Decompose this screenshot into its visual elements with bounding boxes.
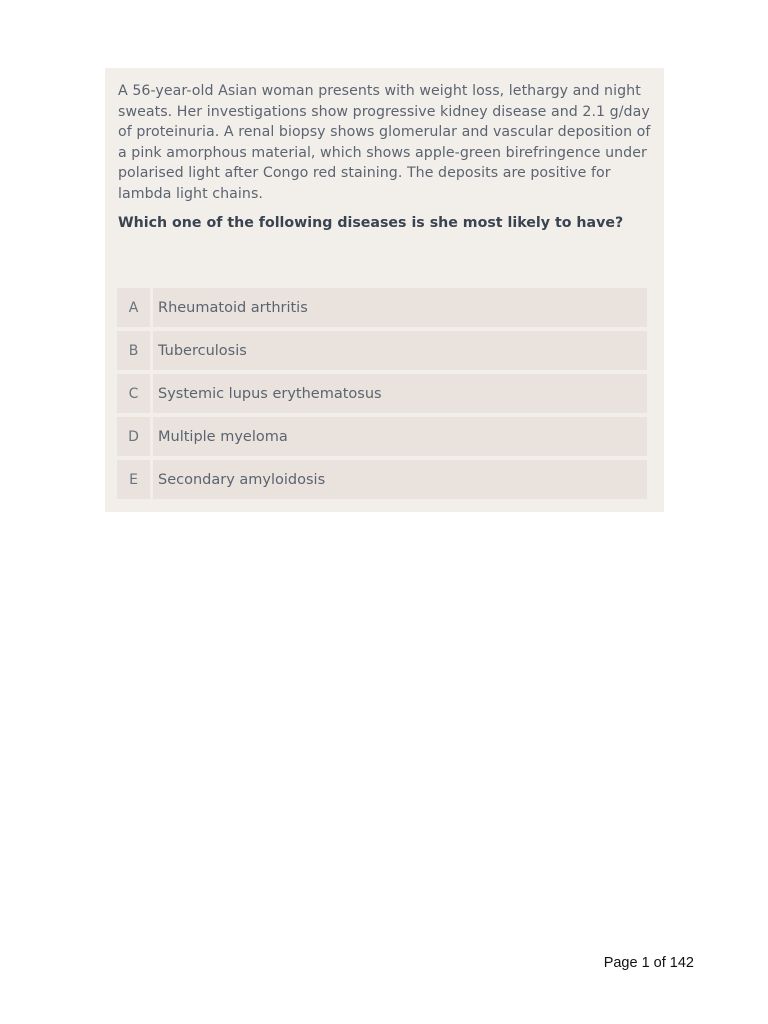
option-c[interactable] xyxy=(117,374,647,413)
option-e[interactable] xyxy=(117,460,647,499)
option-letter: C xyxy=(117,374,150,413)
option-b[interactable] xyxy=(117,331,647,370)
option-letter: A xyxy=(117,288,150,327)
option-d[interactable] xyxy=(117,417,647,456)
question-card xyxy=(105,68,664,512)
question-stem: A 56-year-old Asian woman presents with weight loss, lethargy and night sweats. Her investigations show progressive kidney disease and 2.1 g/day of proteinuria. A renal biopsy shows glomerular and vascular deposition of a pink amorphous material, which shows apple-green birefringence under polarised light after Congo red staining. The deposits are positive for lambda light chains. xyxy=(118,83,651,202)
option-a[interactable] xyxy=(117,288,647,327)
page-number: Page 1 of 142 xyxy=(603,955,694,971)
option-text: Rheumatoid arthritis xyxy=(153,288,647,327)
option-text: Systemic lupus erythematosus xyxy=(153,374,647,413)
answer-options xyxy=(117,288,647,503)
option-text: Multiple myeloma xyxy=(153,417,647,456)
option-letter: E xyxy=(117,460,150,499)
option-letter: D xyxy=(117,417,150,456)
question-prompt: Which one of the following diseases is she most likely to have? xyxy=(118,214,624,231)
option-text: Tuberculosis xyxy=(153,331,647,370)
option-letter: B xyxy=(117,331,150,370)
option-text: Secondary amyloidosis xyxy=(153,460,647,499)
